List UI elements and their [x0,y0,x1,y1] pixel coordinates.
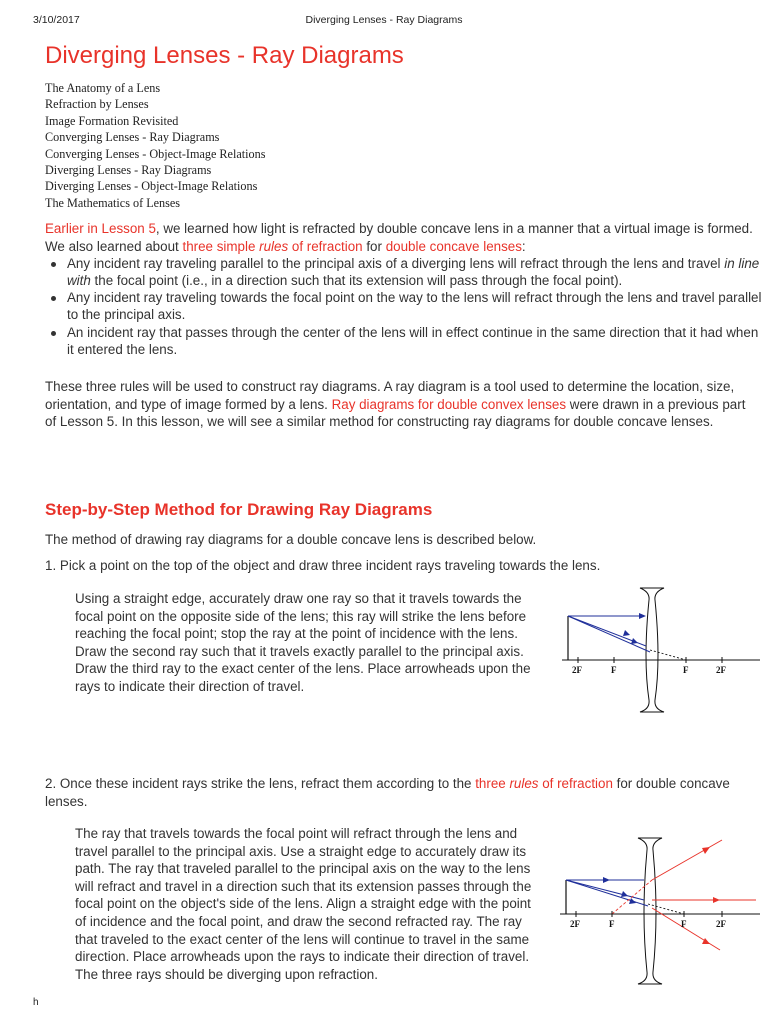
link-part: three [475,776,510,791]
arrowhead-icon [629,898,636,904]
step1-detail: Using a straight edge, accurately draw one ray so that it travels towards the focal point on the opposite side of the lens; this ray will strike the lens before reaching the focal point; stop the ray at the point of incidence with the lens. Draw the second ray such that it travels exactly parallel to the principal axis. Draw the third ray to the exact center of the lens. Place arrowheads upon the rays to indicate their direction of travel. [75,591,531,694]
toc-item-current[interactable]: Diverging Lenses - Ray Diagrams [45,163,212,178]
concave-lenses-link[interactable]: double concave lenses [385,238,522,254]
label-2f-left: 2F [572,665,582,675]
paragraph-text: These three rules will be used to construct ray diagrams. A ray diagram is a tool used to determine the location, size, orientation, and type of image formed by a lens. [45,379,735,412]
rules-link-part: three simple [182,238,260,254]
print-footer: h [33,997,39,1008]
toc-item[interactable]: Image Formation Revisited [45,113,179,128]
arrowhead-icon [639,613,646,619]
step2-detail: The ray that travels towards the focal point will refract through the lens and travel parallel to the principal axis. Use a straight edge to accurately draw its path. The ray that traveled parallel to the principal axis on the way to the lens will refract and travel in a direction such that its extension passes through the focal point on the object's side of the lens. Align a straight edge with the point of incidence and the focal point, and draw the second refracted ray. The ray that traveled to the exact center of the lens will continue to travel in the same direction. Place arrowheads upon the rays to indicate their direction of travel. The three rays should be diverging upon refraction. [75,826,532,982]
rules-link-emphasis: rules [259,238,289,254]
print-date: 3/10/2017 [33,14,80,26]
intro-paragraph [45,220,760,255]
arrowhead-icon [623,630,630,636]
extension-dashed [650,650,686,660]
rule-emphasis: in line with [67,256,760,288]
arrowhead-icon [621,891,628,897]
rule-item [45,325,763,359]
toc-item[interactable]: Refraction by Lenses [45,97,149,112]
rule-text: Any incident ray traveling towards the focal point on the way to the lens will refract through the lens and travel parallel to the principal axis. [67,290,762,323]
ray-diagram-incident [552,578,766,718]
print-header [0,14,768,28]
rule-item [45,256,763,290]
rules-link[interactable] [182,239,362,254]
lesson-toc [45,80,265,211]
convex-ray-diagrams-link[interactable]: Ray diagrams for double convex lenses [331,396,567,412]
label-2f-left: 2F [570,919,580,929]
arrowhead-icon [713,897,720,903]
ray-diagram-refracted [550,832,764,990]
rule-text: Any incident ray traveling parallel to the principal axis of a diverging lens will refract through the lens and travel [67,256,725,271]
link-part: of refraction [538,776,613,791]
toc-item[interactable]: Converging Lenses - Ray Diagrams [45,130,220,145]
rule-item [45,290,763,324]
refracted-ray-diverging [652,840,722,880]
intro-text: , we learned how light is refracted by double concave lens in a manner that a virtual image is formed. We also learned about [45,221,753,254]
toc-item[interactable]: The Anatomy of a Lens [45,81,161,95]
label-f-right: F [681,919,687,929]
rules-of-refraction-link[interactable] [475,776,613,791]
incident-ray-center [568,616,650,652]
label-2f-right: 2F [716,919,726,929]
step1-text: 1. Pick a point on the top of the object and draw three incident rays traveling towards the lens. [45,558,601,573]
intro-text: : [521,238,526,254]
rules-link-part: of refraction [288,238,363,254]
label-f-right: F [683,665,689,675]
label-f-left: F [611,665,617,675]
rule-text: An incident ray that passes through the center of the lens will in effect continue in the same direction that it had when it entered the lens. [67,324,759,357]
toc-item[interactable]: The Mathematics of Lenses [45,195,181,210]
step2-text [45,775,760,810]
lesson5-link[interactable]: Earlier in Lesson 5 [45,221,156,236]
label-2f-right: 2F [716,665,726,675]
arrowhead-icon [702,938,710,944]
toc-item[interactable]: Diverging Lenses - Object-Image Relations [45,179,258,194]
concave-lens [638,838,662,984]
concave-lens [640,588,664,712]
intro-text: for [362,238,386,254]
paragraph-text: were drawn in a previous part of Lesson 5. In this lesson, we will see a similar method for constructing ray diagrams for double concave lenses. [45,396,746,430]
toc-item[interactable]: Converging Lenses - Object-Image Relations [45,146,266,161]
step2-part: for double concave lenses. [45,776,730,809]
step2-part: 2. Once these incident rays strike the lens, refract them according to the [45,776,476,791]
page-title: Diverging Lenses - Ray Diagrams [45,42,404,69]
section-heading: Step-by-Step Method for Drawing Ray Diagrams [45,500,433,519]
rule-text: the focal point (i.e., in a direction such that its extension will pass through the focal point). [90,272,623,288]
print-title: Diverging Lenses - Ray Diagrams [305,14,463,26]
link-emphasis: rules [509,776,539,791]
ray-diagram-paragraph [45,378,760,431]
incident-ray-center [566,880,648,906]
rules-list [45,256,763,359]
arrowhead-icon [631,638,638,644]
arrowhead-icon [603,877,610,883]
label-f-left: F [609,919,615,929]
method-intro: The method of drawing ray diagrams for a double concave lens is described below. [45,532,537,547]
